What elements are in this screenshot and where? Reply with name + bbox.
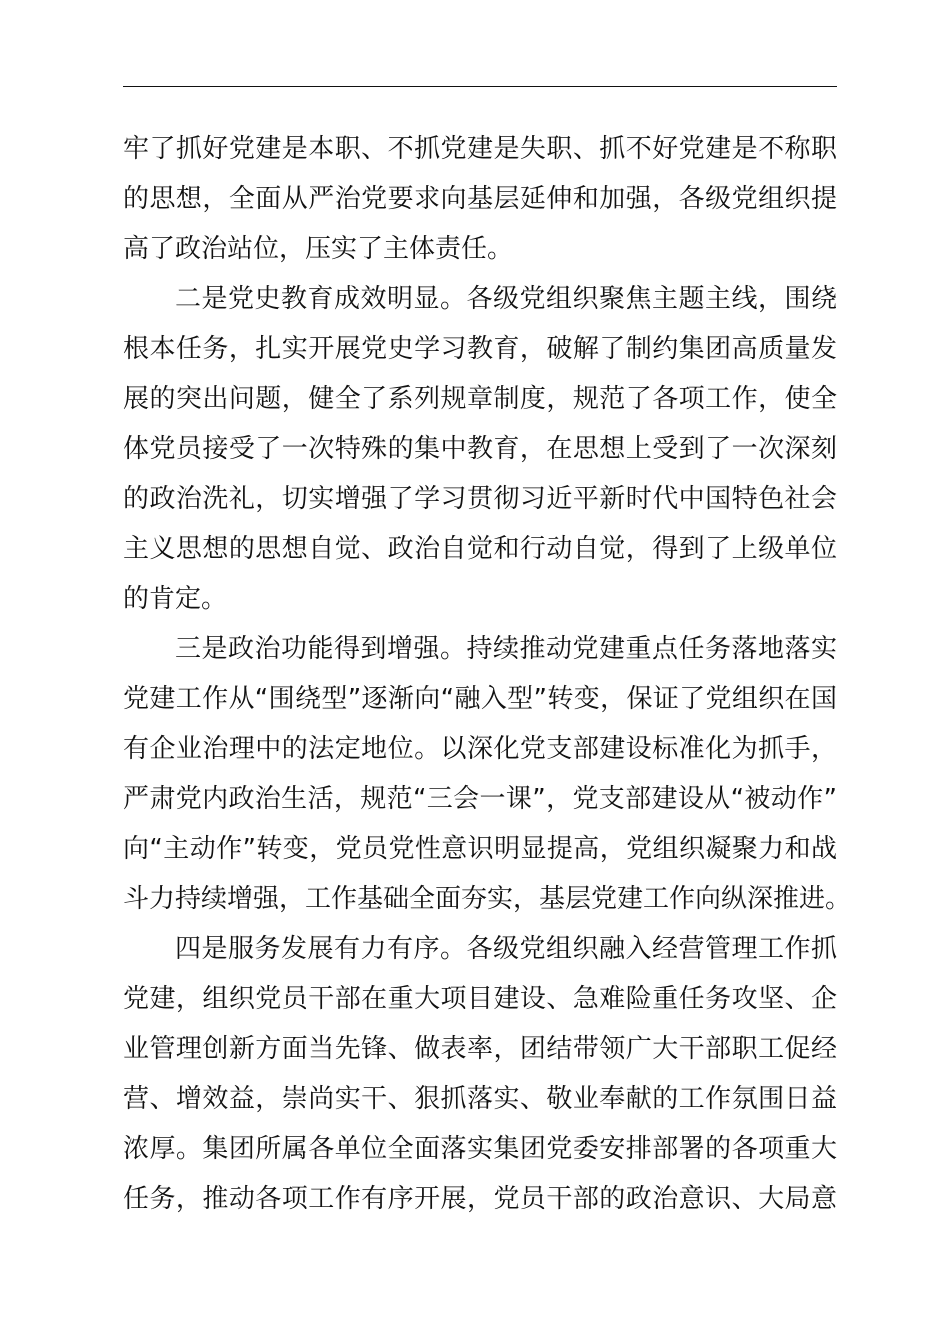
text-line: 任务，推动各项工作有序开展，党员干部的政治意识、大局意 (123, 1184, 837, 1214)
text-line: 斗力持续增强，工作基础全面夯实，基层党建工作向纵深推进。 (123, 884, 852, 914)
text-line: 主义思想的思想自觉、政治自觉和行动自觉，得到了上级单位 (123, 534, 837, 564)
header-rule (123, 86, 837, 87)
text-line: 根本任务，扎实开展党史学习教育，破解了制约集团高质量发 (123, 334, 837, 364)
body-text (123, 124, 852, 1224)
text-line: 牢了抓好党建是本职、不抓党建是失职、抓不好党建是不称职 (123, 134, 837, 164)
text-line: 党建，组织党员干部在重大项目建设、急难险重任务攻坚、企 (123, 984, 837, 1014)
text-line: 展的突出问题，健全了系列规章制度，规范了各项工作，使全 (123, 384, 837, 414)
text-line: 营、增效益，崇尚实干、狠抓落实、敬业奉献的工作氛围日益 (123, 1084, 837, 1114)
text-line: 业管理创新方面当先锋、做表率，团结带领广大干部职工促经 (123, 1034, 837, 1064)
text-line: 有企业治理中的法定地位。以深化党支部建设标准化为抓手， (123, 734, 837, 764)
text-line: 的思想，全面从严治党要求向基层延伸和加强，各级党组织提 (123, 184, 837, 214)
text-line: 二是党史教育成效明显。各级党组织聚焦主题主线，围绕 (175, 284, 837, 314)
text-line: 浓厚。集团所属各单位全面落实集团党委安排部署的各项重大 (123, 1134, 837, 1164)
text-line: 三是政治功能得到增强。持续推动党建重点任务落地落实 (175, 634, 837, 664)
text-line: 的政治洗礼，切实增强了学习贯彻习近平新时代中国特色社会 (123, 484, 837, 514)
text-line: 高了政治站位，压实了主体责任。 (123, 234, 514, 264)
text-line: 向“主动作”转变，党员党性意识明显提高，党组织凝聚力和战 (123, 834, 837, 864)
text-line: 党建工作从“围绕型”逐渐向“融入型”转变，保证了党组织在国 (123, 684, 837, 714)
text-line: 体党员接受了一次特殊的集中教育，在思想上受到了一次深刻 (123, 434, 837, 464)
text-line: 四是服务发展有力有序。各级党组织融入经营管理工作抓 (175, 934, 837, 964)
text-line: 的肯定。 (123, 584, 228, 614)
text-line: 严肃党内政治生活，规范“三会一课”，党支部建设从“被动作” (123, 784, 837, 814)
